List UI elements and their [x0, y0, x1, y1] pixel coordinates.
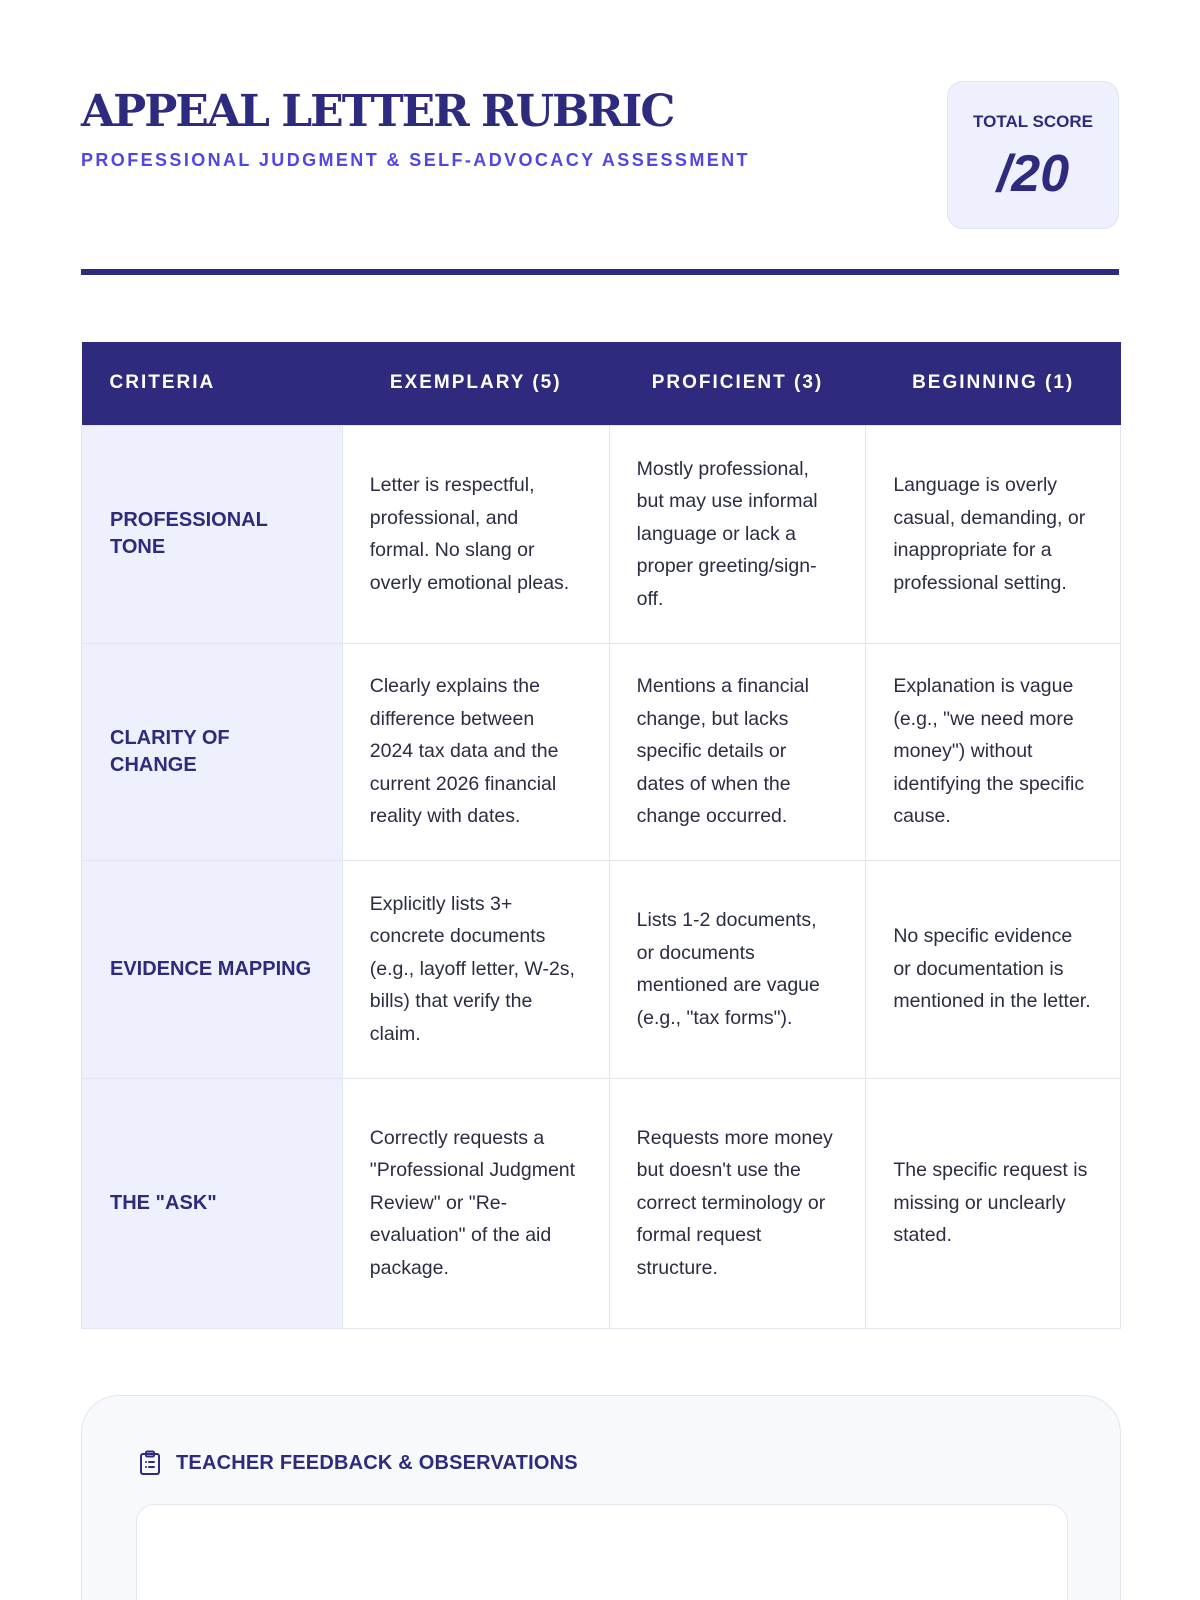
table-row: [82, 643, 1121, 860]
proficient-cell: Requests more money but doesn't use the correct terminology or formal request structure.: [609, 1078, 866, 1328]
total-score-label: TOTAL SCORE: [973, 112, 1093, 131]
exemplary-cell: Correctly requests a "Professional Judgment Review" or "Re-evaluation" of the aid package.: [342, 1078, 609, 1328]
table-row: [82, 860, 1121, 1078]
criteria-cell: THE "ASK": [82, 1078, 343, 1328]
header-divider: [81, 269, 1119, 275]
column-header-beginning: BEGINNING (1): [866, 342, 1121, 425]
total-score-box: [947, 81, 1119, 229]
criteria-cell: CLARITY OF CHANGE: [82, 643, 343, 860]
page-subtitle: PROFESSIONAL JUDGMENT & SELF-ADVOCACY ASSESSMENT: [81, 150, 750, 170]
column-header-criteria: CRITERIA: [82, 342, 343, 425]
proficient-cell: Mentions a financial change, but lacks specific details or dates of when the change occurred.: [609, 643, 866, 860]
total-score-value: /20: [996, 145, 1070, 203]
table-row: [82, 1078, 1121, 1328]
beginning-cell: Language is overly casual, demanding, or inappropriate for a professional setting.: [866, 425, 1121, 643]
feedback-header: [138, 1450, 578, 1476]
proficient-cell: Lists 1-2 documents, or documents mentioned are vague (e.g., "tax forms").: [609, 860, 866, 1078]
column-header-proficient: PROFICIENT (3): [609, 342, 866, 425]
rubric-table: [81, 342, 1121, 1329]
proficient-cell: Mostly professional, but may use informal language or lack a proper greeting/sign-off.: [609, 425, 866, 643]
clipboard-icon: [138, 1450, 162, 1476]
page-title: APPEAL LETTER RUBRIC: [81, 86, 674, 137]
table-row: [82, 425, 1121, 643]
table-header-row: [82, 342, 1121, 425]
exemplary-cell: Letter is respectful, professional, and formal. No slang or overly emotional pleas.: [342, 425, 609, 643]
column-header-exemplary: EXEMPLARY (5): [342, 342, 609, 425]
beginning-cell: The specific request is missing or unclearly stated.: [866, 1078, 1121, 1328]
page-header: [81, 80, 1119, 230]
criteria-cell: PROFESSIONAL TONE: [82, 425, 343, 643]
exemplary-cell: Clearly explains the difference between 2024 tax data and the current 2026 financial reality with dates.: [342, 643, 609, 860]
feedback-panel: [81, 1395, 1121, 1600]
feedback-title: TEACHER FEEDBACK & OBSERVATIONS: [176, 1451, 578, 1474]
criteria-cell: EVIDENCE MAPPING: [82, 860, 343, 1078]
exemplary-cell: Explicitly lists 3+ concrete documents (e.g., layoff letter, W-2s, bills) that verify the claim.: [342, 860, 609, 1078]
beginning-cell: No specific evidence or documentation is mentioned in the letter.: [866, 860, 1121, 1078]
beginning-cell: Explanation is vague (e.g., "we need more money") without identifying the specific cause.: [866, 643, 1121, 860]
feedback-notes-area[interactable]: [136, 1504, 1068, 1600]
